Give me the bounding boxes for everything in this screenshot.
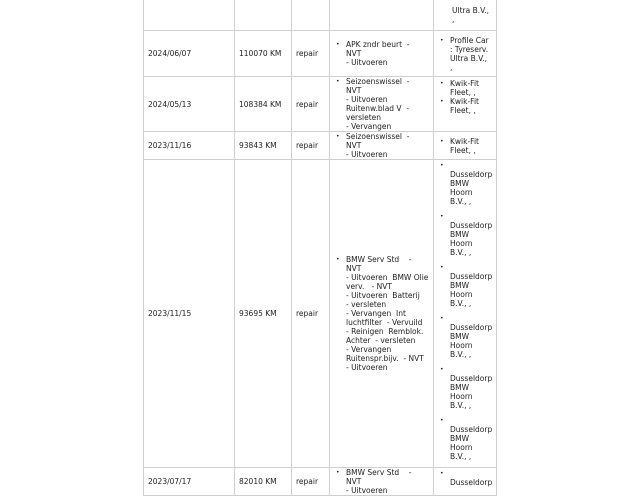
- bullet-icon: •: [440, 98, 444, 105]
- activity-item: • Seizoenswissel - NVT - Uitvoeren Ruitenw.blad V - versleten - Vervangen: [336, 77, 410, 131]
- activities-cell: [330, 31, 434, 77]
- supplier-item: • Kwik-Fit Fleet, ,: [440, 79, 479, 97]
- table-row: [144, 160, 497, 468]
- supplier-item: • Dusseldorp: [440, 470, 493, 487]
- bullet-icon: •: [336, 469, 340, 476]
- table-row: [144, 77, 497, 132]
- supplier-cell: [434, 132, 497, 160]
- bullet-icon: •: [440, 315, 444, 322]
- bullet-icon: •: [440, 162, 444, 169]
- mileage-cell: [235, 0, 292, 31]
- supplier-item: • Dusseldorp BMW Hoorn B.V., ,: [440, 213, 493, 257]
- bullet-icon: •: [440, 470, 444, 477]
- activity-item: • BMW Serv Std - NVT - Uitvoeren BMW Olie verv. - NVT - Uitvoeren Batterij - versleten - Vervangen Int luchtfilter - Vervuild - Reinigen Remblok. Achter - versleten - Vervangen Ruitenspr.bijv. - NVT - Uitvoeren: [336, 255, 429, 372]
- table-row: [144, 468, 497, 496]
- supplier-text: Ultra B.V., ,: [452, 6, 490, 24]
- activities-cell: [330, 77, 434, 132]
- activities-cell: [330, 468, 434, 496]
- bullet-icon: •: [440, 264, 444, 271]
- date-cell: 2024/06/07: [144, 31, 235, 77]
- bullet-icon: •: [440, 213, 444, 220]
- date-cell: 2024/05/13: [144, 77, 235, 132]
- supplier-item: • Kwik-Fit Fleet, ,: [440, 97, 479, 115]
- date-cell: [144, 0, 235, 31]
- bullet-icon: •: [336, 133, 340, 140]
- mileage-cell: 93695 KM: [235, 160, 292, 468]
- mileage-cell: 93843 KM: [235, 132, 292, 160]
- supplier-cell: [434, 160, 497, 468]
- supplier-item: • Dusseldorp BMW Hoorn B.V., ,: [440, 315, 493, 359]
- type-cell: repair: [292, 468, 330, 496]
- supplier-item: • Dusseldorp BMW Hoorn B.V., ,: [440, 264, 493, 308]
- table-row: [144, 0, 497, 31]
- activities-cell: [330, 0, 434, 31]
- activity-item: • APK zndr beurt - NVT - Uitvoeren: [336, 40, 410, 67]
- type-cell: repair: [292, 132, 330, 160]
- bullet-icon: •: [440, 36, 444, 44]
- mileage-cell: 82010 KM: [235, 468, 292, 496]
- bullet-icon: •: [336, 78, 340, 85]
- type-cell: repair: [292, 31, 330, 77]
- bullet-icon: •: [440, 366, 444, 373]
- supplier-item: • Kwik-Fit Fleet, ,: [440, 136, 479, 155]
- activities-cell: [330, 132, 434, 160]
- bullet-icon: •: [336, 41, 340, 48]
- table-row: [144, 31, 497, 77]
- type-cell: repair: [292, 77, 330, 132]
- supplier-item: • Dusseldorp BMW Hoorn B.V., ,: [440, 366, 493, 410]
- supplier-cell: [434, 468, 497, 496]
- activity-item: • Seizoenswissel - NVT - Uitvoeren: [336, 132, 410, 159]
- bullet-icon: •: [440, 80, 444, 87]
- mileage-cell: 108384 KM: [235, 77, 292, 132]
- bullet-icon: •: [336, 256, 340, 263]
- table-row: [144, 132, 497, 160]
- supplier-item: • Dusseldorp BMW Hoorn B.V., ,: [440, 162, 493, 206]
- date-cell: 2023/07/17: [144, 468, 235, 496]
- type-cell: [292, 0, 330, 31]
- date-cell: 2023/11/15: [144, 160, 235, 468]
- mileage-cell: 110070 KM: [235, 31, 292, 77]
- bullet-icon: •: [440, 417, 444, 424]
- activities-cell: [330, 160, 434, 468]
- date-cell: 2023/11/16: [144, 132, 235, 160]
- supplier-cell: [434, 31, 497, 77]
- supplier-cell: [434, 77, 497, 132]
- supplier-item: • Dusseldorp BMW Hoorn B.V., ,: [440, 417, 493, 461]
- maintenance-history-table: [143, 0, 497, 496]
- supplier-item: • Profile Car : Tyreserv. Ultra B.V., ,: [440, 35, 489, 72]
- bullet-icon: •: [440, 137, 444, 145]
- activity-item: • BMW Serv Std - NVT - Uitvoeren: [336, 468, 412, 495]
- supplier-cell: [434, 0, 497, 31]
- type-cell: repair: [292, 160, 330, 468]
